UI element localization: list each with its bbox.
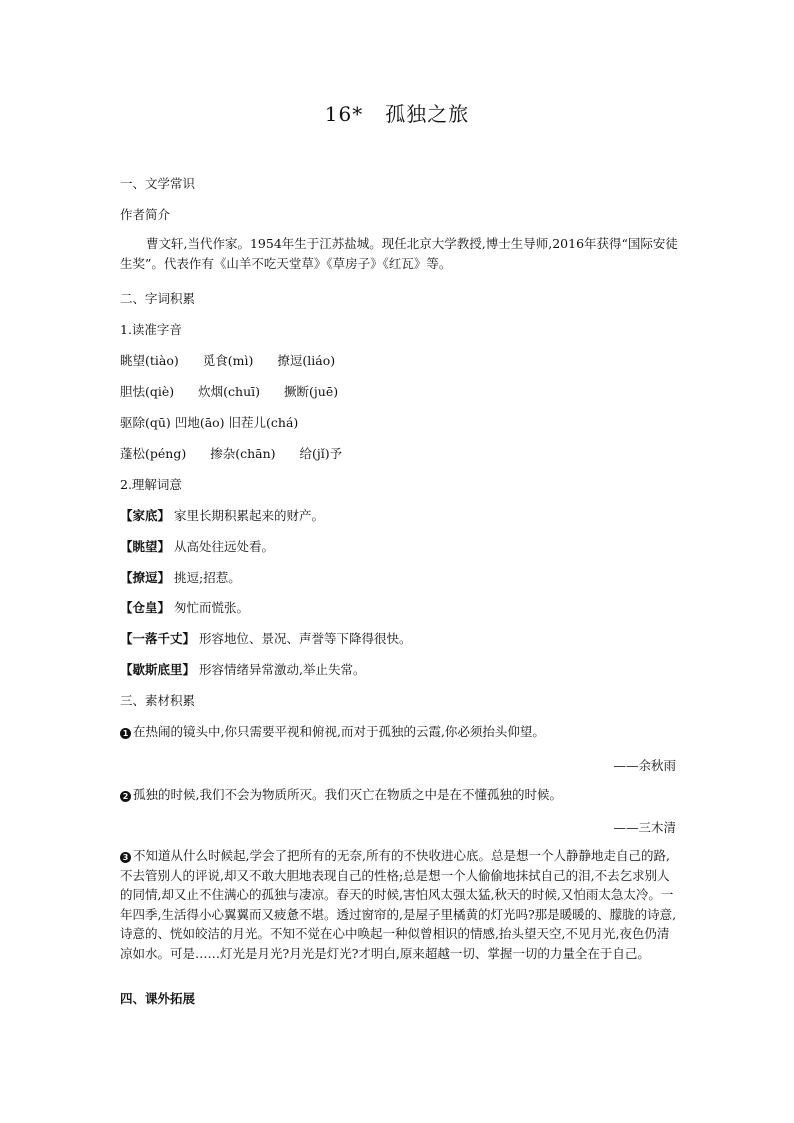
quote-paragraph: 3 不知道从什么时候起,学会了把所有的无奈,所有的不快收进心底。总是想一个人静静地走自己的路,不去管别人的评说,却又不敢大胆地表现自己的性格;总是想一个人偷偷地抹拭自己的泪,不去乞求别人的同情,却又止不住满心的孤独与凄凉。春天的时候,害怕风太强太猛,秋天的时候,又怕雨太急太冷。一年四季,生活得小心翼翼而又疲惫不堪。透过窗帘的,是屋子里橘黄的灯光吗?那是暖暖的、朦胧的诗意,诗意的、恍如皎洁的月光。不知不觉在心中唤起一种似曾相识的情感,抬头望天空,不见月光,夜色仍清凉如水。可是……灯光是月光?月光是灯光?才明白,原来超越一切、掌握一切的力量全在于自己。 — [120, 848, 677, 961]
pinyin-word: 凹地(āo) — [174, 415, 225, 430]
author-intro-paragraph: 曹文轩,当代作家。1954年生于江苏盐城。现任北京大学教授,博士生导师,2016年获得“国际安徒生奖”。代表作有《山羊不吃天堂草》《草房子》《红瓦》等。 — [120, 236, 678, 271]
section-heading-literature: 一、文学常识 — [120, 176, 196, 191]
quote-text: 1 在热闹的镜头中,你只需要平视和俯视,而对于孤独的云霞,你必须抬头仰望。 — [120, 724, 545, 740]
quote-text: 2 孤独的时候,我们不会为物质所灭。我们灭亡在物质之中是在不懂孤独的时候。 — [120, 787, 562, 803]
term-word: 【撩逗】 — [120, 570, 171, 585]
lesson-number: 16* — [324, 102, 364, 126]
circled-number-marker: 3 — [120, 852, 131, 863]
pinyin-row — [120, 353, 335, 369]
term-entry — [120, 508, 324, 524]
pinyin-word: 眺望(tiào) — [120, 353, 179, 368]
pinyin-row — [120, 415, 298, 431]
pinyin-word: 撩逗(liáo) — [277, 353, 336, 368]
author-intro-label: 作者简介 — [120, 207, 171, 222]
term-definition: 形容情绪异常激动,举止失常。 — [199, 662, 366, 677]
quote-author: ——三木清 — [613, 820, 676, 835]
term-word: 【眺望】 — [120, 539, 171, 554]
section-heading-materials: 三、素材积累 — [120, 693, 196, 708]
term-entry — [120, 631, 412, 647]
pinyin-row — [120, 446, 342, 462]
lesson-title — [0, 98, 794, 127]
term-definition: 从高处往远处看。 — [174, 539, 275, 554]
term-word: 【仓皇】 — [120, 600, 171, 615]
pinyin-word: 觅食(mì) — [202, 353, 254, 368]
circled-number-marker: 1 — [120, 728, 131, 739]
pinyin-word: 旧茬儿(chá) — [228, 415, 299, 430]
pinyin-row — [120, 384, 338, 400]
term-word: 【家底】 — [120, 508, 171, 523]
lesson-title-text: 孤独之旅 — [385, 102, 470, 126]
pinyin-word: 炊烟(chuī) — [198, 384, 261, 399]
section-heading-extension: 四、课外拓展 — [120, 991, 196, 1006]
pinyin-word: 蓬松(péng) — [120, 446, 187, 461]
term-definition: 形容地位、景况、声誉等下降得很快。 — [199, 631, 412, 646]
term-word: 【一落千丈】 — [120, 631, 196, 646]
pinyin-word: 给(jǐ)予 — [299, 446, 343, 461]
section-heading-vocabulary: 二、字词积累 — [120, 291, 196, 306]
circled-number-marker: 2 — [120, 791, 131, 802]
pinyin-word: 撅断(juē) — [284, 384, 339, 399]
pinyin-word: 驱除(qū) — [120, 415, 171, 430]
pinyin-word: 掺杂(chān) — [210, 446, 276, 461]
pronunciation-label: 1.读准字音 — [120, 322, 182, 337]
pinyin-word: 胆怯(qiè) — [120, 384, 175, 399]
term-entry — [120, 600, 249, 616]
term-definition: 匆忙而慌张。 — [174, 600, 250, 615]
term-entry — [120, 570, 241, 586]
term-definition: 挑逗;招惹。 — [174, 570, 241, 585]
quote-author: ——余秋雨 — [613, 758, 676, 773]
term-entry — [120, 662, 366, 678]
term-entry — [120, 539, 274, 555]
term-definition: 家里长期积累起来的财产。 — [174, 508, 325, 523]
term-word: 【歇斯底里】 — [120, 662, 196, 677]
meaning-label: 2.理解词意 — [120, 477, 182, 492]
